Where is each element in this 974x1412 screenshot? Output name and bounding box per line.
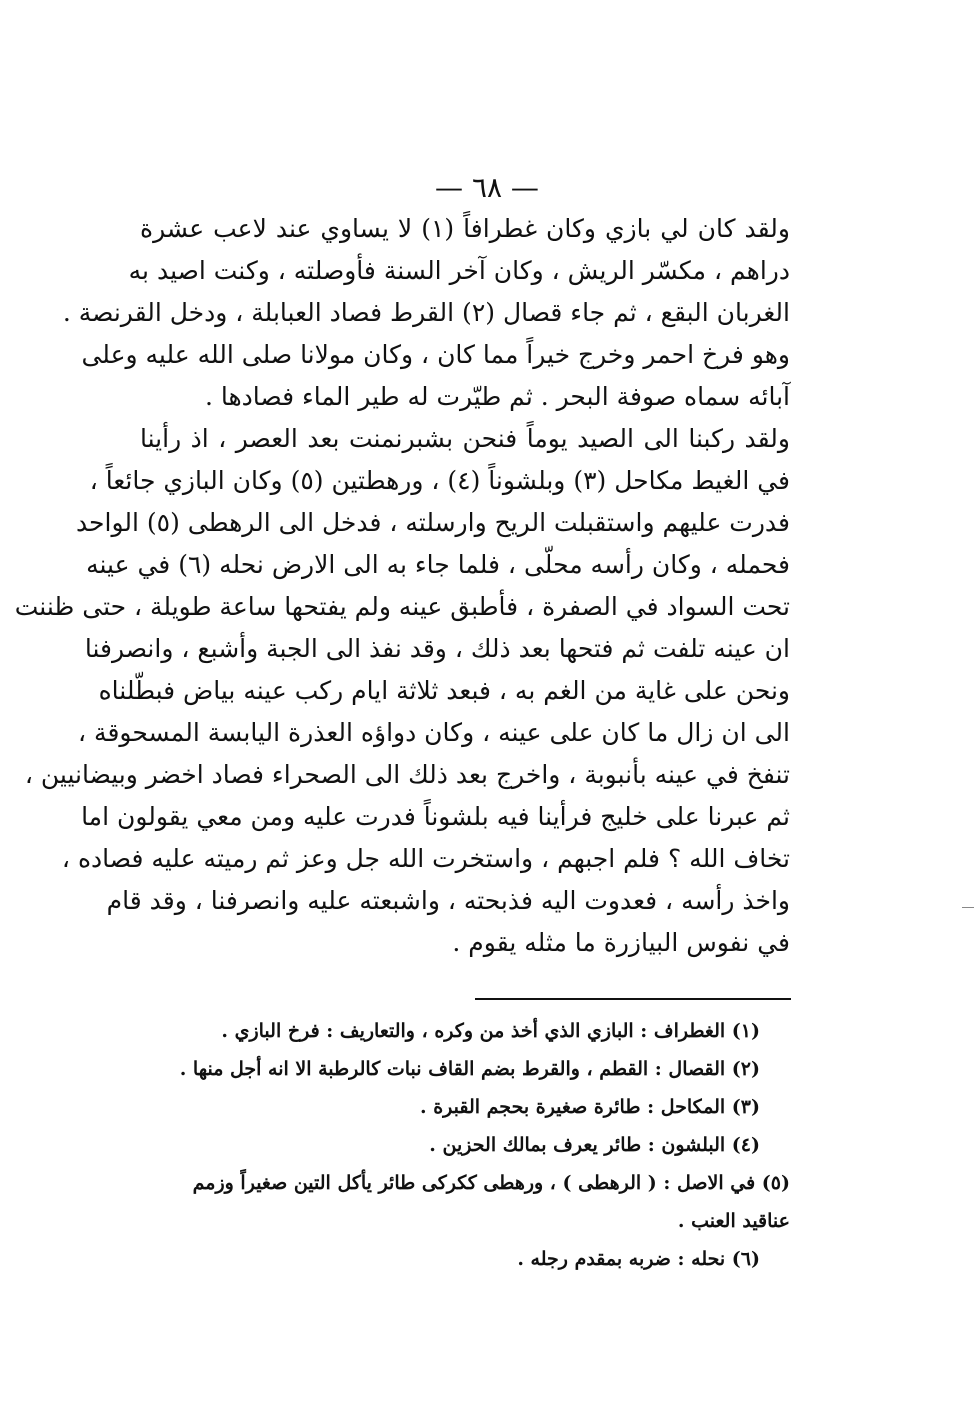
body-line: وهو فرخ احمر وخرج خيراً مما كان ، وكان مولانا صلى الله عليه وعلى	[81, 340, 790, 369]
margin-mark	[962, 907, 974, 908]
body-line: الى ان زال ما كان على عينه ، وكان دواؤه العذرة اليابسة المسحوقة ،	[78, 718, 790, 747]
body-line: دراهم ، مكسّر الريش ، وكان آخر السنة فأوصلته ، وكنت اصيد به	[128, 256, 790, 285]
footnote: (٢) القصال : القطم ، والقرط بضم القاف نبات كالرطبة الا انه أجل منها .	[179, 1058, 760, 1080]
page-number: — ٦٨ —	[435, 171, 539, 204]
body-line: ثم عبرنا على خليج فرأينا فيه بلشوناً فدرت عليه ومن معي يقولون اما	[81, 802, 790, 831]
body-line: ولقد كان لي بازي وكان غطرافاً (١) لا يساوي عند لاعب عشرة	[140, 214, 790, 243]
footnote-separator	[475, 998, 791, 1000]
body-line: تحت السواد في الصفرة ، فأطبق عينه ولم يفتحها ساعة طويلة ، حتى ظننت	[14, 592, 790, 621]
body-line: فدرت عليهم واستقبلت الريح وارسلته ، فدخل الى الرهطى (٥) الواحد	[75, 508, 790, 537]
footnote: (٣) المكاحل : طائرة صغيرة بحجم القبرة .	[419, 1096, 760, 1118]
body-line: ان عينه تلفت ثم فتحها بعد ذلك ، وقد نفذ الى الجبة وأشبع ، وانصرفنا	[84, 634, 790, 663]
footnote: (١) الغطراف : البازي الذي أخذ من وكره ، والتعاريف : فرخ البازي .	[221, 1020, 760, 1042]
footnotes	[140, 1012, 790, 1278]
footnote: (٦) نحله : ضربه بمقدم رجله .	[517, 1248, 760, 1270]
body-line: الغربان البقع ، ثم جاء قصال (٢) القرط فصاد العبابلة ، ودخل القرنصة .	[62, 298, 790, 327]
body-line: ونحن على غاية من الغم به ، فبعد ثلاثة ايام ركب عينه بياض فبطّلناه	[98, 676, 790, 705]
body-line: في نفوس البيازرة ما مثله يقوم .	[452, 928, 790, 957]
body-line: تخاف الله ؟ فلم اجبهم ، واستخرت الله جل وعز ثم رميته عليه فصاده ،	[61, 844, 790, 873]
footnote: (٤) البلشون : طائر يعرف بمالك الحزين .	[429, 1134, 760, 1156]
body-line: آبائه سماه صوفة البحر . ثم طيّرت له طير الماء فصادها .	[204, 382, 790, 411]
footnote-continuation: عناقيد العنب .	[677, 1210, 790, 1232]
body-line: تنفخ في عينه بأنبوبة ، واخرج بعد ذلك الى الصحراء فصاد اخضر وبيضانيين ،	[24, 760, 790, 789]
body-line: ولقد ركبنا الى الصيد يوماً فنحن بشبرنمنت بعد العصر ، اذ رأينا	[140, 424, 790, 453]
body-line: واخذ رأسه ، فعدوت اليه فذبحته ، واشبعته عليه وانصرفنا ، وقد قام	[106, 886, 790, 915]
footnote: (٥) في الاصل : ( الرهطى ) ، ورهطى ككركى طائر يأكل التين صغيراً وزمم	[192, 1172, 790, 1194]
body-line: فحمله ، وكان رأسه محلّى ، فلما جاء به الى الارض نحله (٦) في عينه	[86, 550, 790, 579]
body-line: في الغيط مكاحل (٣) وبلشوناً (٤) ، ورهطتين (٥) وكان البازي جائعاً ،	[89, 466, 790, 495]
body-text	[14, 208, 790, 964]
